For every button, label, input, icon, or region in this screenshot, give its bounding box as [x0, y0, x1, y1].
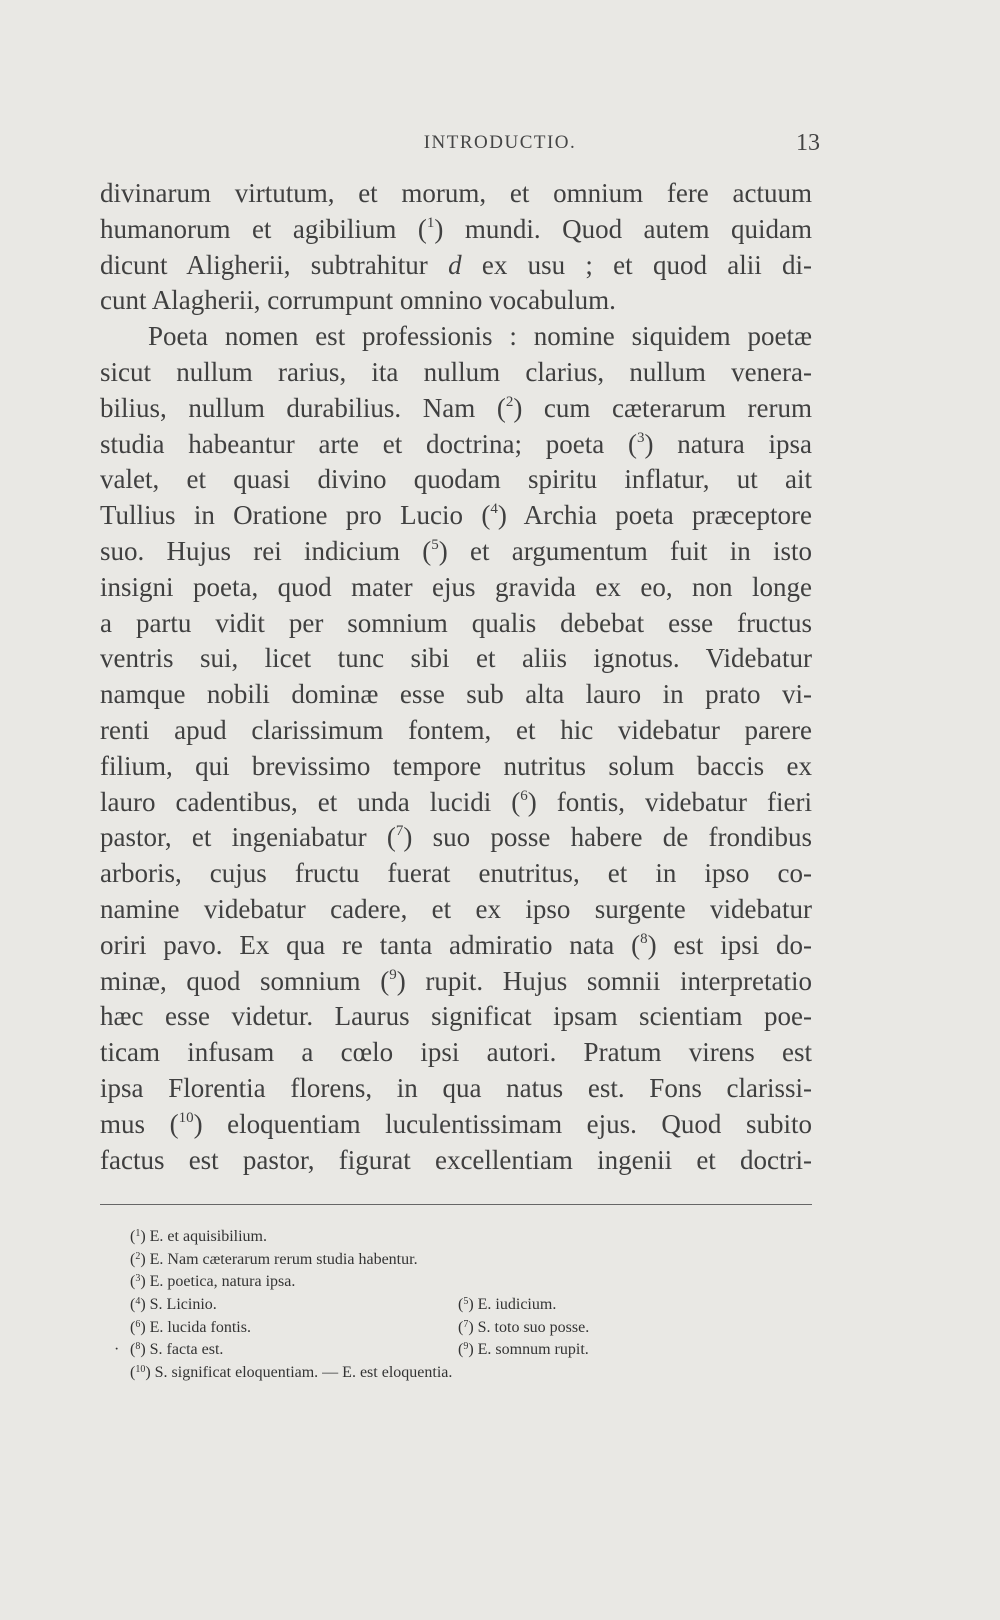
page-header	[0, 132, 1000, 162]
text-line: oriri pavo. Ex qua re tanta admiratio nata ($^8$) est ipsi do-	[100, 929, 813, 960]
running-head: INTRODUCTIO.	[423, 132, 577, 153]
footnote-right: ($^5$) E. iudicium.	[458, 1296, 557, 1314]
text-line: factus est pastor, figurat excellentiam ingenii et doctri-	[100, 1144, 812, 1175]
footnote-row	[130, 1317, 810, 1340]
footnote-row	[130, 1271, 810, 1294]
footnotes	[114, 1226, 810, 1385]
footnote-divider	[100, 1204, 812, 1205]
text-line: Poeta nomen est professionis : nomine siquidem poetæ	[148, 321, 812, 352]
text-line: minæ, quod somnium ($^9$) rupit. Hujus somnii interpretatio	[100, 965, 812, 996]
footnote-left: ($^1$) E. et aquisibilium.	[130, 1228, 267, 1245]
text-line: lauro cadentibus, et unda lucidi ($^6$) fontis, videbatur fieri	[100, 786, 812, 817]
text-line: namque nobili dominæ esse sub alta lauro in prato vi-	[100, 679, 812, 710]
footnote-row	[130, 1249, 810, 1272]
footnote-left: ($^2$) E. Nam cæterarum rerum studia habentur.	[130, 1250, 418, 1268]
text-line: pastor, et ingeniabatur ($^7$) suo posse habere de frondibus	[100, 822, 812, 853]
footnote-left: ($^6$) E. lucida fontis.	[130, 1318, 251, 1336]
text-line: Tullius in Oratione pro Lucio ($^4$) Archia poeta præceptore	[100, 500, 812, 531]
text-line: hæc esse videtur. Laurus significat ipsam scientiam poe-	[100, 1001, 812, 1032]
text-line: insigni poeta, quod mater ejus gravida ex eo, non longe	[100, 571, 812, 602]
text-line: suo. Hujus rei indicium ($^5$) et argumentum fuit in isto	[100, 535, 813, 566]
text-line: studia habeantur arte et doctrina; poeta ($^3$) natura ipsa	[100, 428, 812, 459]
footnote-row	[130, 1362, 810, 1385]
footnote-row	[130, 1226, 810, 1249]
text-line: dicunt Aligherii, subtrahitur d ex usu ; et quod alii di-	[100, 249, 812, 280]
footnote-row	[130, 1294, 810, 1317]
text-line: ticam infusam a cœlo ipsi autori. Pratum virens est	[100, 1037, 812, 1068]
text-line: humanorum et agibilium ($^1$) mundi. Quod autem quidam	[100, 213, 812, 244]
text-line: renti apud clarissimum fontem, et hic videbatur parere	[100, 714, 812, 745]
footnote-right: ($^7$) S. toto suo posse.	[458, 1318, 590, 1336]
text-line: cunt Alagherii, corrumpunt omnino vocabulum.	[100, 285, 616, 316]
footnote-left: ($^8$) S. facta est.	[130, 1341, 224, 1359]
page-number: 13	[796, 130, 820, 156]
footnote-left: ($^3$) E. poetica, natura ipsa.	[130, 1273, 296, 1291]
text-line: ipsa Florentia florens, in qua natus est. Fons clarissi-	[100, 1072, 812, 1103]
text-line: bilius, nullum durabilius. Nam ($^2$) cum cæterarum rerum	[100, 392, 812, 423]
text-line: namine videbatur cadere, et ex ipso surgente videbatur	[100, 893, 812, 924]
text-line: arboris, cujus fructu fuerat enutritus, et in ipso co-	[100, 858, 812, 889]
footnote-right: ($^9$) E. somnum rupit.	[458, 1341, 589, 1359]
text-line: mus ($^{10}$) eloquentiam luculentissimam ejus. Quod subito	[100, 1108, 812, 1139]
text-line: ventris sui, licet tunc sibi et aliis ignotus. Videbatur	[100, 643, 812, 674]
text-line: filium, qui brevissimo tempore nutritus solum baccis ex	[100, 750, 812, 781]
footnote-marker: ·	[114, 1341, 120, 1359]
text-line: valet, et quasi divino quodam spiritu inflatur, ut ait	[100, 464, 812, 495]
footnote-row	[114, 1339, 810, 1362]
body-text	[100, 176, 812, 1178]
text-line: sicut nullum rarius, ita nullum clarius, nullum venera-	[100, 356, 812, 387]
footnote-left: ($^4$) S. Licinio.	[130, 1296, 217, 1314]
text-line: a partu vidit per somnium qualis debebat esse fructus	[100, 607, 812, 638]
text-line: divinarum virtutum, et morum, et omnium fere actuum	[100, 178, 812, 208]
footnote-left: ($^{10}$) S. significat eloquentiam. — E. est eloquentia.	[130, 1364, 453, 1382]
